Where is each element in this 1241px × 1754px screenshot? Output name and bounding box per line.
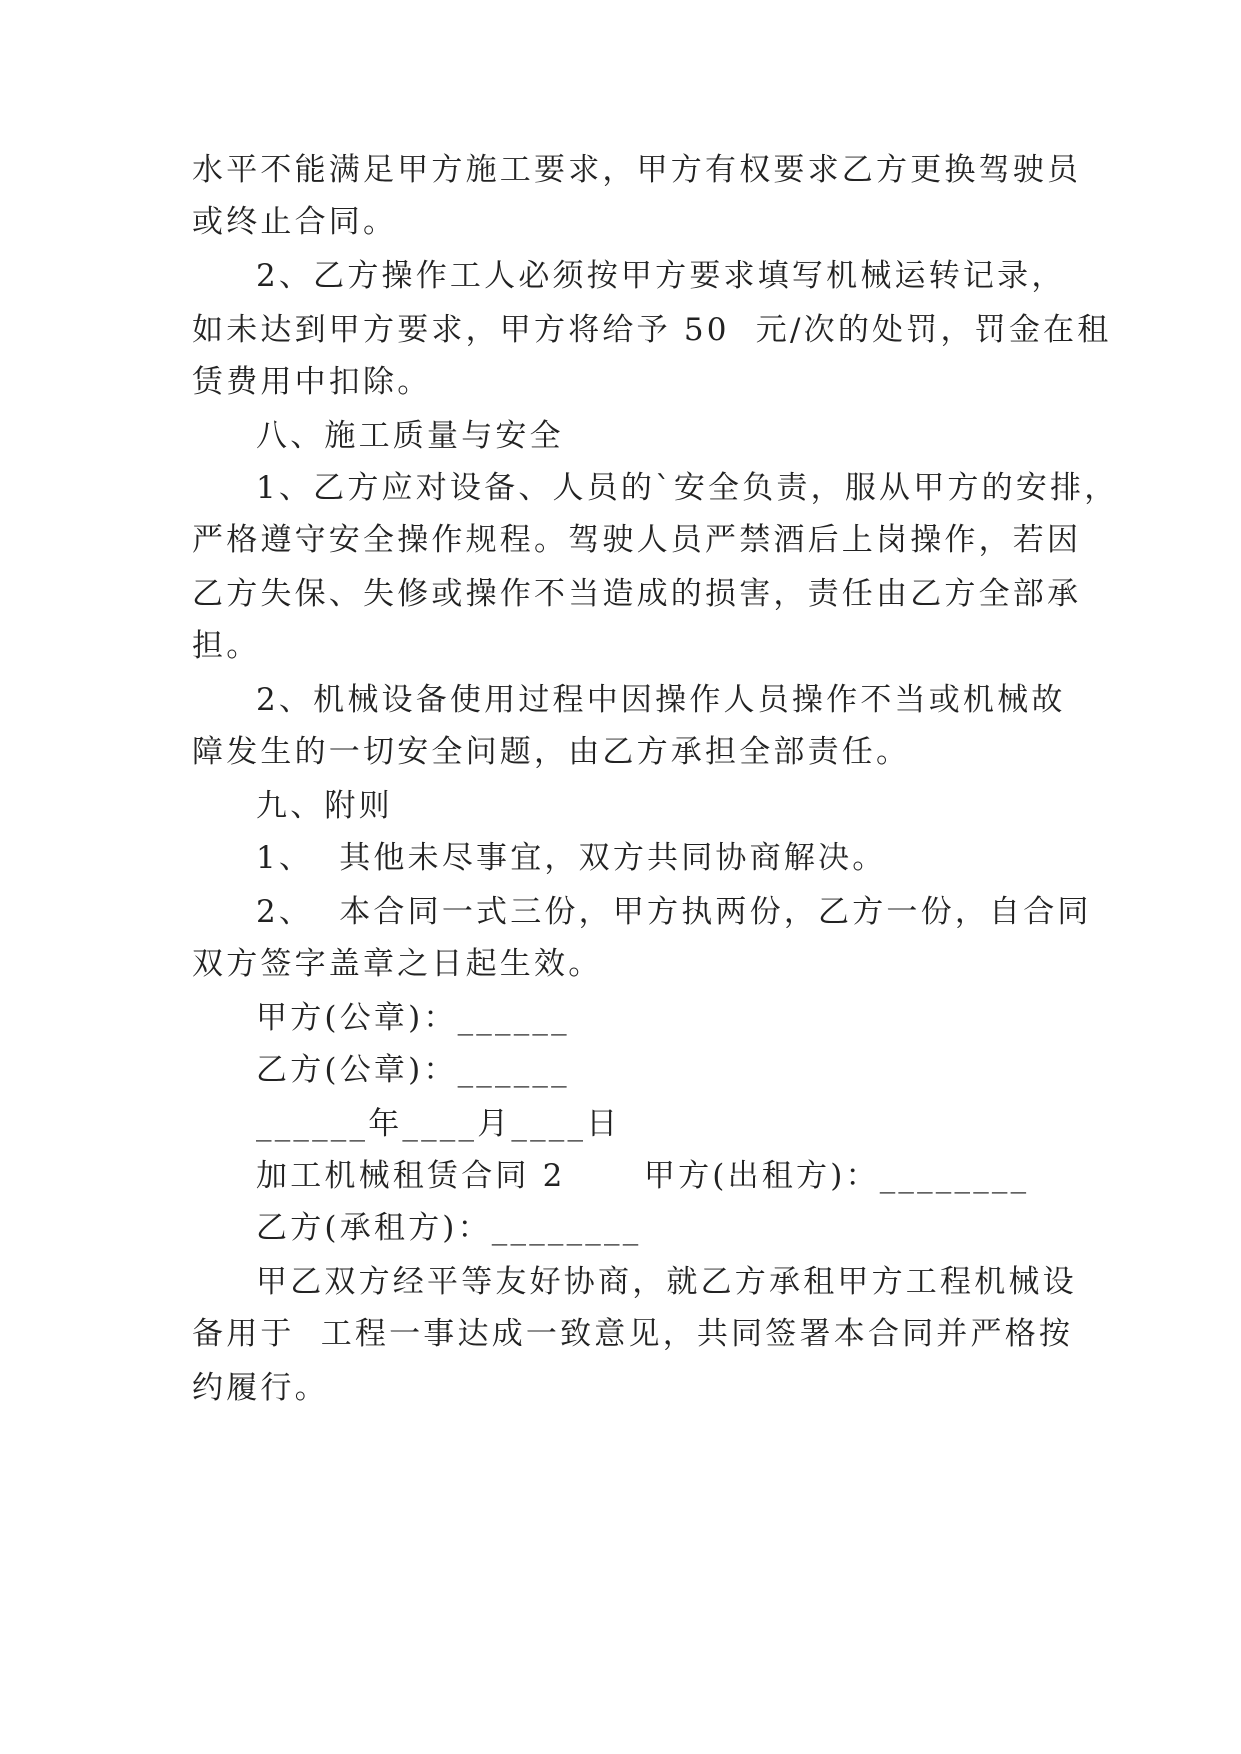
paragraph-line: 赁费用中扣除。 <box>192 364 432 400</box>
paragraph-line: 备用于 工程一事达成一致意见，共同签署本合同并严格按 <box>192 1316 1074 1352</box>
clause-line: 1、 其他未尽事宜，双方共同协商解决。 <box>256 840 887 876</box>
paragraph-line: 双方签字盖章之日起生效。 <box>192 946 603 982</box>
clause-line: 1、乙方应对设备、人员的`安全负责，服从甲方的安排， <box>256 470 1119 506</box>
clause-line: 2、机械设备使用过程中因操作人员操作不当或机械故 <box>256 682 1066 718</box>
contract-title-line: 加工机械租赁合同 2 甲方(出租方)：________ <box>256 1158 1030 1194</box>
date-line: ______年____月____日 <box>256 1106 621 1142</box>
section-heading: 八、施工质量与安全 <box>256 418 564 454</box>
signature-line-party-b: 乙方(公章)：______ <box>256 1052 570 1088</box>
signature-line-party-a: 甲方(公章)：______ <box>256 1000 570 1036</box>
lessee-line: 乙方(承租方)：________ <box>256 1210 642 1246</box>
paragraph-line: 严格遵守安全操作规程。驾驶人员严禁酒后上岗操作，若因 <box>192 522 1082 558</box>
paragraph-line: 约履行。 <box>192 1370 329 1406</box>
clause-line: 2、乙方操作工人必须按甲方要求填写机械运转记录， <box>256 258 1066 294</box>
paragraph-line: 乙方失保、失修或操作不当造成的损害，责任由乙方全部承 <box>192 576 1082 612</box>
paragraph-line: 担。 <box>192 628 261 664</box>
clause-line: 2、 本合同一式三份，甲方执两份，乙方一份，自合同 <box>256 894 1092 930</box>
paragraph-line: 甲乙双方经平等友好协商，就乙方承租甲方工程机械设 <box>256 1264 1077 1300</box>
paragraph-line: 障发生的一切安全问题，由乙方承担全部责任。 <box>192 734 911 770</box>
paragraph-line: 如未达到甲方要求，甲方将给予 50 元/次的处罚，罚金在租 <box>192 312 1112 348</box>
paragraph-line: 或终止合同。 <box>192 204 398 240</box>
section-heading: 九、附则 <box>256 788 393 824</box>
paragraph-line: 水平不能满足甲方施工要求，甲方有权要求乙方更换驾驶员 <box>192 152 1082 188</box>
